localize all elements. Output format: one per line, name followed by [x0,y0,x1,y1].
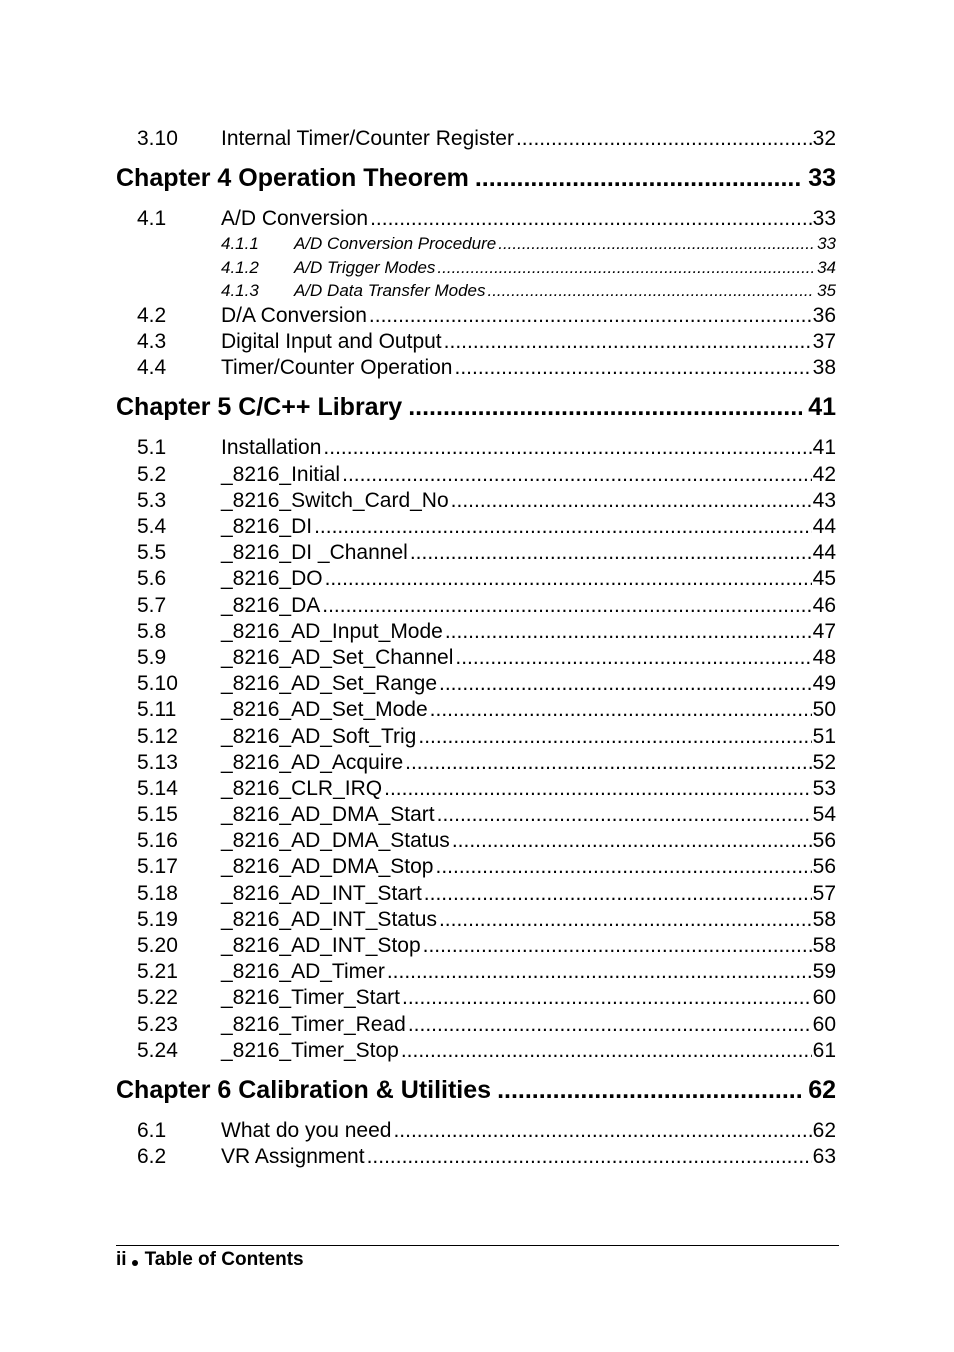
toc-entry-page-number: 49 [812,672,836,696]
toc-entry-page-number: 50 [812,698,836,722]
toc-entry-page-number: 54 [812,803,836,827]
toc-entry-title: A/D Conversion Procedure [294,234,497,254]
toc-entry-title: _8216_Timer_Read [221,1012,406,1036]
toc-section-entry[interactable] [116,854,836,880]
toc-entry-page-number: 32 [812,127,836,150]
toc-entry-page-number: 44 [812,541,836,565]
toc-section-entry[interactable] [116,828,836,854]
dot-leader [439,671,812,697]
toc-entry-number: 5.3 [137,488,167,512]
dot-leader [401,1038,812,1064]
toc-section-entry[interactable] [116,206,836,232]
toc-entry-number: 5.2 [137,462,167,486]
toc-entry-title: _8216_DI _Channel [221,541,408,565]
toc-entry-number: 5.12 [137,724,178,748]
toc-entry-page-number: 43 [812,488,836,512]
toc-entry-number: 5.20 [137,934,178,957]
toc-section-entry[interactable] [116,1118,836,1144]
toc-entry-number: 5.7 [137,593,167,617]
toc-entry-page-number: 41 [808,393,836,422]
toc-section-entry[interactable] [116,566,836,592]
toc-entry-number: 5.15 [137,803,178,827]
toc-entry-page-number: 52 [812,750,836,774]
toc-entry-title: _8216_AD_INT_Status [221,907,437,931]
dot-leader [418,724,811,750]
toc-entry-number: 4.4 [137,356,167,380]
toc-section-entry[interactable] [116,355,836,381]
toc-entry-number: 5.21 [137,960,178,984]
toc-entry-title: _8216_AD_Set_Channel [221,645,454,669]
toc-section-entry[interactable] [116,907,836,933]
toc-entry-title: _8216_AD_INT_Stop [221,934,421,957]
dot-leader [454,355,811,381]
toc-entry-page-number: 56 [812,855,836,879]
toc-section-entry[interactable] [116,1038,836,1064]
toc-entry-number: 6.2 [137,1145,167,1169]
toc-entry-number: 4.3 [137,330,167,354]
toc-entry-page-number: 48 [812,645,836,669]
toc-entry-title: Timer/Counter Operation [221,356,453,380]
toc-subsection-entry[interactable] [116,279,836,303]
toc-entry-page-number: 60 [812,986,836,1010]
toc-entry-page-number: 58 [812,907,836,931]
dot-leader [439,907,812,933]
dot-leader [402,985,812,1011]
toc-section-entry[interactable] [116,126,836,152]
footer-section-title: Table of Contents [144,1249,304,1270]
toc-entry-page-number: 62 [808,1075,836,1104]
dot-leader [387,959,812,985]
toc-entry-page-number: 36 [812,303,836,327]
toc-entry-page-number: 60 [812,1012,836,1036]
table-of-contents [116,126,836,1170]
footer-divider [116,1245,839,1246]
toc-entry-page-number: 33 [812,207,836,231]
toc-chapter-entry[interactable] [116,390,836,424]
page-footer [116,1248,304,1272]
toc-entry-title: _8216_AD_Set_Range [221,672,438,696]
toc-entry-page-number: 37 [812,330,836,354]
toc-section-entry[interactable] [116,645,836,671]
toc-entry-page-number: 51 [812,724,836,748]
dot-leader [424,881,812,907]
footer-page-numeral: ii [116,1249,127,1270]
dot-leader [444,329,812,355]
dot-leader [408,1012,812,1038]
toc-entry-title: Installation [221,436,322,460]
toc-entry-number: 5.19 [137,907,178,931]
toc-section-entry[interactable] [116,303,836,329]
toc-chapter-entry[interactable] [116,1073,836,1107]
toc-entry-page-number: 35 [817,281,836,301]
toc-entry-page-number: 33 [808,164,836,193]
toc-entry-number: 5.5 [137,541,167,565]
toc-section-entry[interactable] [116,540,836,566]
toc-entry-number: 5.10 [137,672,178,696]
toc-entry-title: _8216_Switch_Card_No [221,488,449,512]
toc-section-entry[interactable] [116,985,836,1011]
toc-entry-number: 4.1.1 [221,234,259,254]
toc-entry-page-number: 53 [812,776,836,800]
dot-leader [437,256,813,280]
toc-entry-title: _8216_CLR_IRQ [221,776,383,800]
toc-entry-page-number: 59 [812,960,836,984]
toc-entry-number: 5.4 [137,515,167,538]
toc-subsection-entry[interactable] [116,256,836,280]
toc-entry-number: 4.1 [137,207,167,231]
dot-leader [455,645,811,671]
toc-entry-number: 5.9 [137,645,167,669]
toc-entry-title: Digital Input and Output [221,330,442,354]
toc-entry-page-number: 44 [812,515,836,538]
toc-entry-number: 5.23 [137,1012,178,1036]
toc-section-entry[interactable] [116,619,836,645]
dot-leader [405,750,812,776]
toc-section-entry[interactable] [116,593,836,619]
toc-entry-title: _8216_DI [221,515,313,538]
toc-entry-page-number: 58 [812,934,836,957]
toc-entry-number: 5.16 [137,829,178,853]
toc-entry-title: Internal Timer/Counter Register [221,127,514,150]
dot-leader [323,435,811,461]
toc-section-entry[interactable] [116,1012,836,1038]
toc-entry-page-number: 38 [812,356,836,380]
toc-entry-page-number: 45 [812,567,836,591]
toc-entry-page-number: 46 [812,593,836,617]
toc-entry-number: 5.17 [137,855,178,879]
dot-leader [370,206,812,232]
dot-leader [497,1073,802,1107]
toc-entry-title: _8216_DO [221,567,323,591]
dot-leader [516,126,812,152]
toc-section-entry[interactable] [116,881,836,907]
toc-section-entry[interactable] [116,435,836,461]
toc-entry-number: 5.13 [137,750,178,774]
toc-entry-number: 5.8 [137,619,167,643]
toc-entry-number: 5.1 [137,436,167,460]
toc-entry-title: _8216_AD_Set_Mode [221,698,428,722]
dot-leader [408,390,802,424]
toc-entry-title: _8216_AD_Timer [221,960,385,984]
dot-leader [452,828,812,854]
toc-section-entry[interactable] [116,488,836,514]
toc-entry-page-number: 47 [812,619,836,643]
toc-entry-page-number: 63 [812,1145,836,1169]
dot-leader [369,303,812,329]
toc-section-entry[interactable] [116,802,836,828]
toc-section-entry[interactable] [116,697,836,723]
toc-entry-title: _8216_Timer_Stop [221,1038,399,1062]
toc-section-entry[interactable] [116,724,836,750]
dot-leader [430,697,812,723]
toc-entry-title: _8216_Timer_Start [221,986,400,1010]
dot-leader [498,232,813,256]
toc-entry-title: _8216_AD_INT_Start [221,881,422,905]
toc-section-entry[interactable] [116,776,836,802]
toc-section-entry[interactable] [116,514,836,540]
dot-leader [475,161,802,195]
toc-entry-title: _8216_Initial [221,462,341,486]
dot-leader [314,514,812,540]
toc-entry-title: Chapter 4 Operation Theorem [116,164,469,193]
toc-entry-title: A/D Conversion [221,207,369,231]
toc-chapter-entry[interactable] [116,161,836,195]
toc-entry-page-number: 41 [812,436,836,460]
dot-leader [325,566,812,592]
toc-entry-title: _8216_AD_DMA_Stop [221,855,434,879]
dot-leader [367,1144,812,1170]
toc-entry-title: _8216_AD_DMA_Start [221,803,435,827]
toc-entry-number: 5.14 [137,776,178,800]
toc-entry-page-number: 56 [812,829,836,853]
toc-entry-number: 4.2 [137,303,167,327]
dot-leader [393,1118,811,1144]
dot-leader [435,854,811,880]
dot-leader [342,462,812,488]
toc-entry-title: _8216_AD_Acquire [221,750,404,774]
toc-entry-number: 3.10 [137,127,178,150]
toc-entry-title: A/D Trigger Modes [294,257,436,277]
toc-entry-title: _8216_AD_DMA_Status [221,829,450,853]
toc-entry-number: 6.1 [137,1118,167,1142]
toc-entry-number: 5.6 [137,567,167,591]
toc-entry-title: A/D Data Transfer Modes [294,281,486,301]
toc-entry-number: 5.18 [137,881,178,905]
toc-entry-title: _8216_AD_Input_Mode [221,619,443,643]
toc-entry-title: VR Assignment [221,1145,365,1169]
toc-entry-number: 5.11 [137,698,177,722]
toc-entry-page-number: 42 [812,462,836,486]
dot-leader [437,802,812,828]
dot-leader [410,540,812,566]
toc-entry-title: D/A Conversion [221,303,367,327]
toc-section-entry[interactable] [116,933,836,959]
toc-entry-number: 5.22 [137,986,178,1010]
toc-section-entry[interactable] [116,959,836,985]
bullet-icon [132,1260,138,1266]
dot-leader [384,776,812,802]
toc-entry-title: Chapter 6 Calibration & Utilities [116,1075,492,1104]
toc-entry-page-number: 33 [817,234,836,254]
toc-section-entry[interactable] [116,671,836,697]
dot-leader [322,593,811,619]
toc-entry-title: _8216_DA [221,593,321,617]
dot-leader [445,619,812,645]
toc-entry-page-number: 61 [812,1038,836,1062]
toc-subsection-entry[interactable] [116,232,836,256]
toc-entry-page-number: 57 [812,881,836,905]
toc-entry-number: 4.1.2 [221,257,259,277]
toc-entry-number: 5.24 [137,1038,178,1062]
toc-entry-title: _8216_AD_Soft_Trig [221,724,417,748]
dot-leader [487,279,813,303]
toc-entry-title: Chapter 5 C/C++ Library [116,393,403,422]
toc-section-entry[interactable] [116,1144,836,1170]
dot-leader [423,933,812,959]
toc-section-entry[interactable] [116,750,836,776]
toc-entry-page-number: 62 [812,1118,836,1142]
toc-entry-page-number: 34 [817,257,836,277]
toc-entry-number: 4.1.3 [221,281,259,301]
toc-section-entry[interactable] [116,462,836,488]
toc-entry-title: What do you need [221,1118,392,1142]
dot-leader [451,488,812,514]
toc-section-entry[interactable] [116,329,836,355]
